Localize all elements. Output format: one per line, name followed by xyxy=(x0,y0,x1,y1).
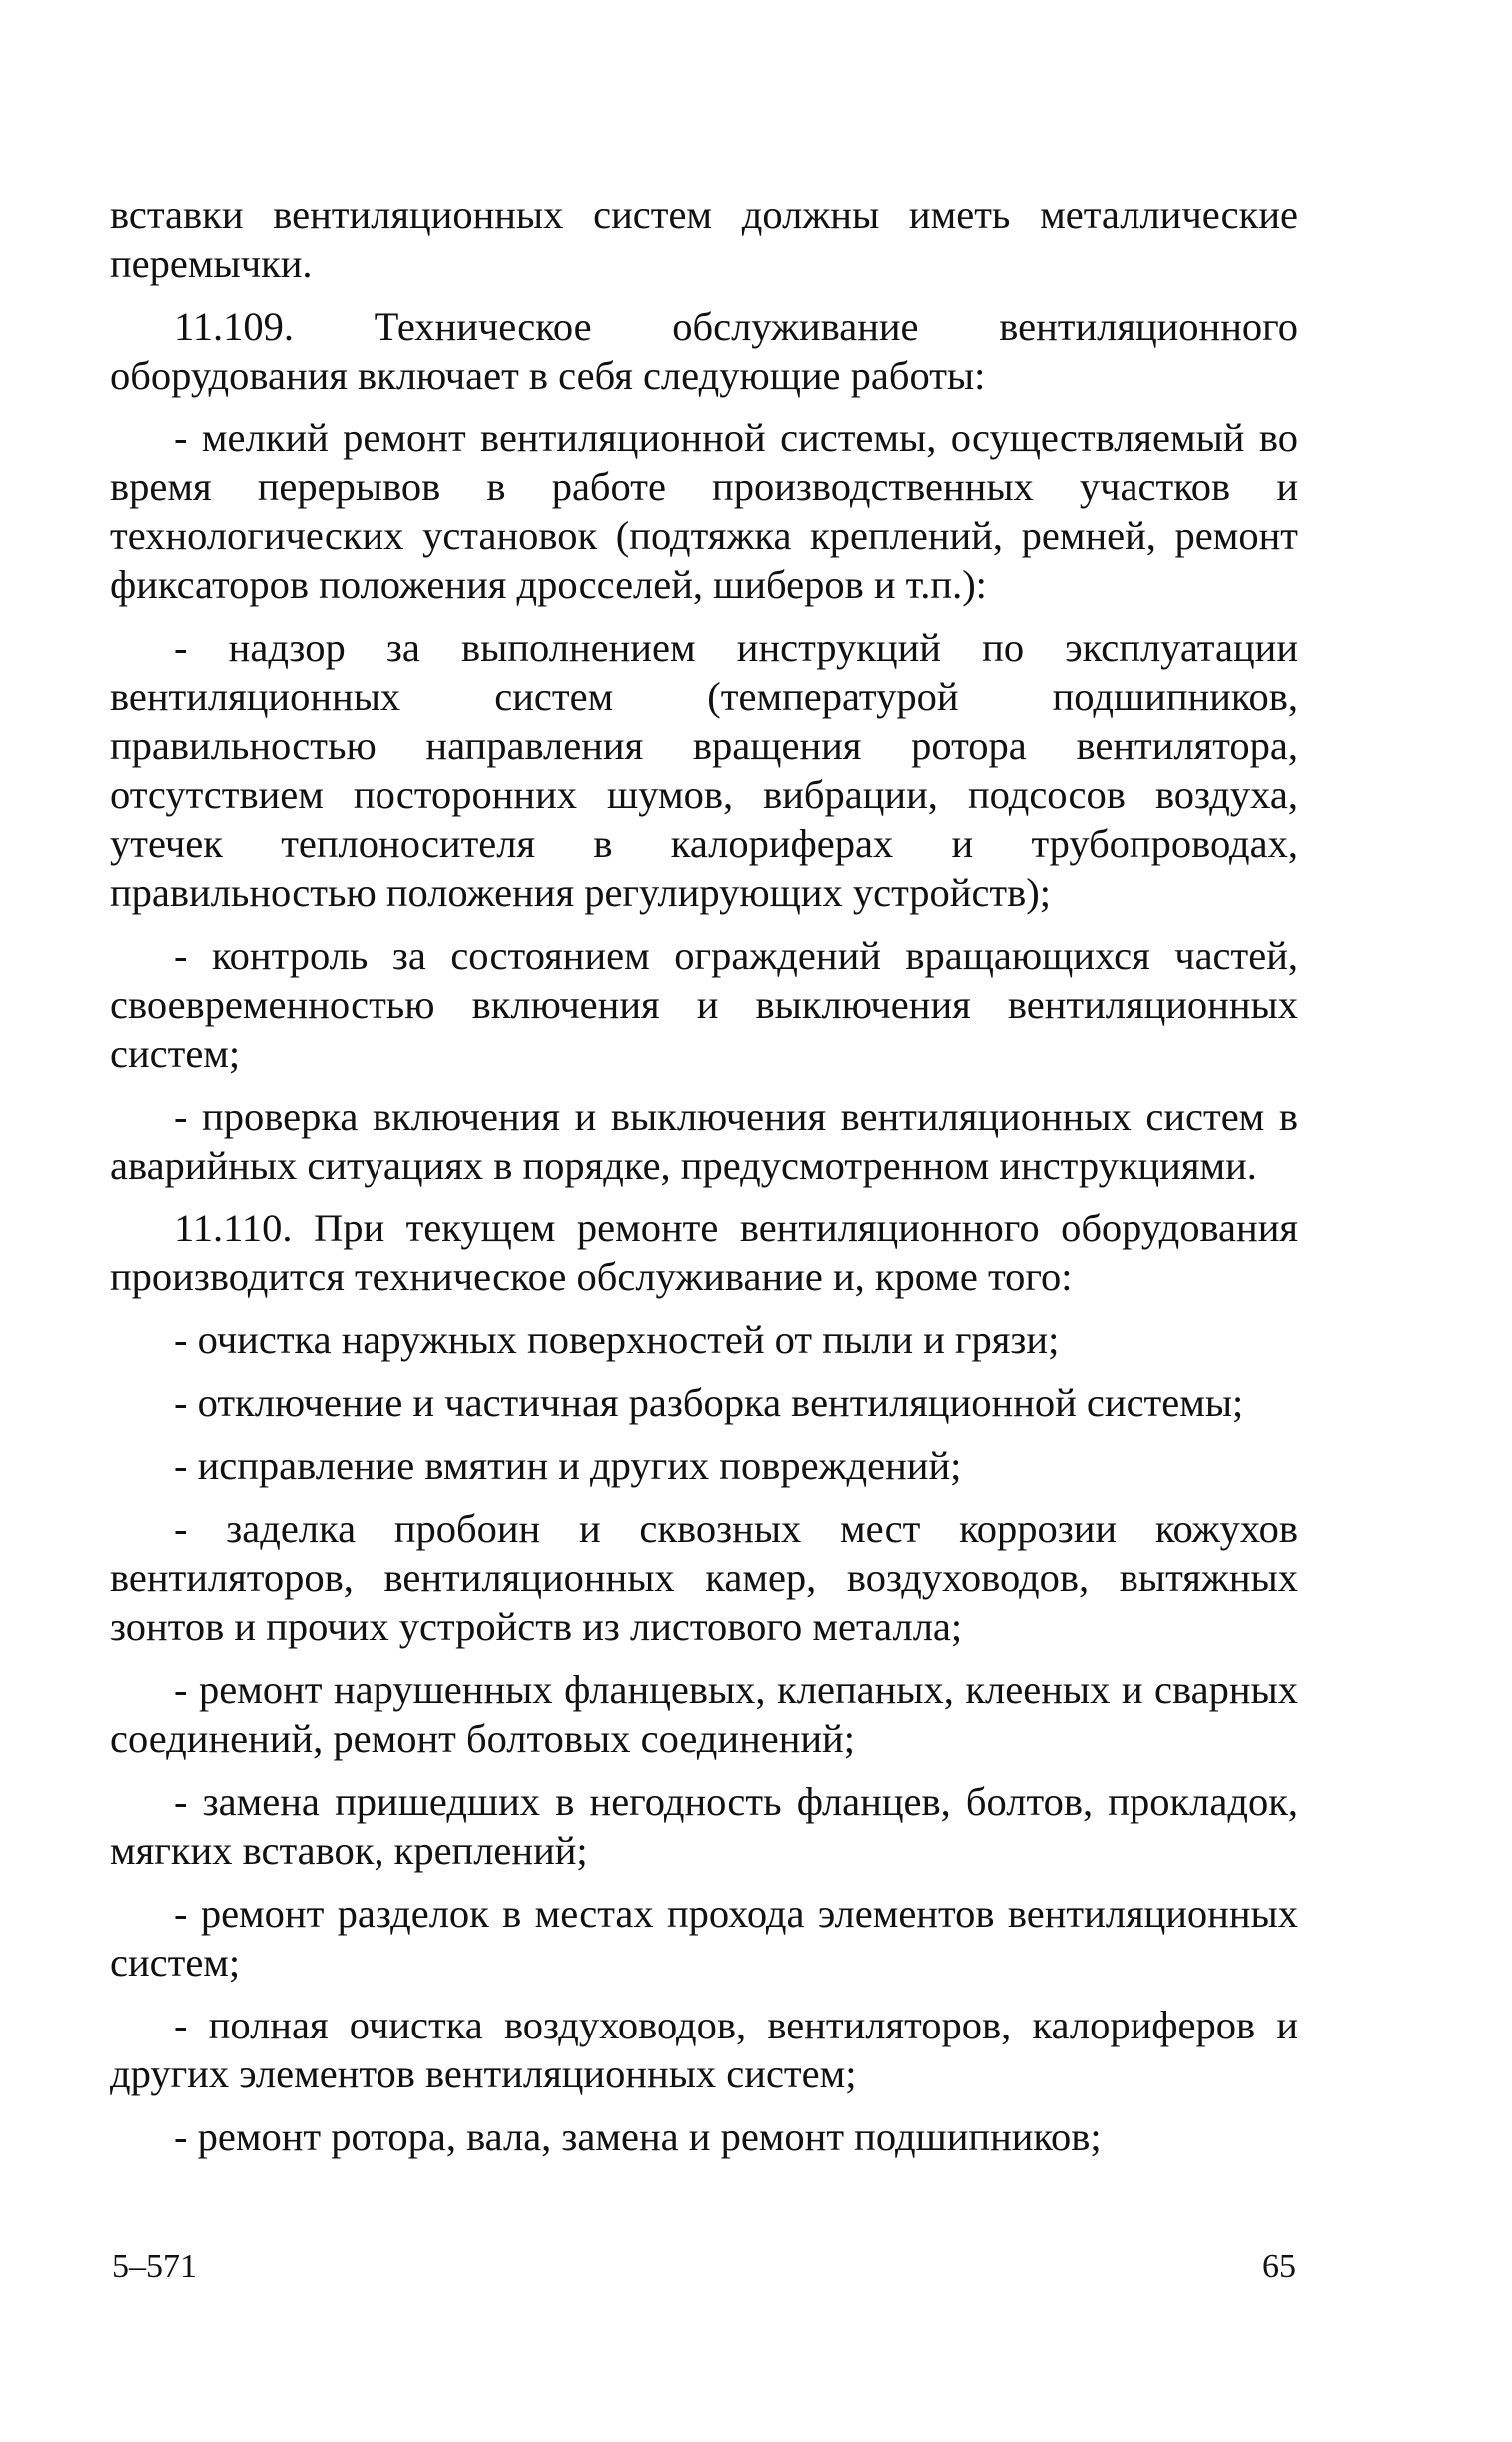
page-body xyxy=(110,190,1298,2175)
list-item: - отключение и частичная разборка вентиляционной системы; xyxy=(174,1380,1244,1425)
list-item: - исправление вмятин и других повреждений; xyxy=(174,1443,962,1488)
list-item: - заделка пробоин и сквозных мест коррозии кожухов вентиляторов, вентиляционных камер, воздуховодов, вытяжных зонтов и прочих устройств из листового металла; xyxy=(110,1506,1298,1649)
printer-signature: 5–571 xyxy=(112,2248,197,2285)
list-item: - проверка включения и выключения вентиляционных систем в аварийных ситуациях в порядке, предусмотренном инструкциями. xyxy=(110,1094,1298,1188)
list-item: - ремонт нарушенных фланцевых, клепаных, клееных и сварных соединений, ремонт болтовых соединений; xyxy=(110,1667,1298,1761)
page-number: 65 xyxy=(1262,2248,1296,2285)
list-item: - ремонт ротора, вала, замена и ремонт подшипников; xyxy=(174,2114,1102,2159)
list-item: - надзор за выполнением инструкций по эксплуатации вентиляционных систем (температурой подшипников, правильностью направления вращения ротора вентилятора, отсутствием посторонних шумов, вибрации, подсосов воздуха, утечек теплоносителя в калориферах и трубопроводах, правильностью положения регулирующих устройств); xyxy=(110,625,1298,915)
list-item: - мелкий ремонт вентиляционной системы, осуществляемый во время перерывов в работе производственных участков и технологических установок (подтяжка креплений, ремней, ремонт фиксаторов положения дросселей, шиберов и т.п.): xyxy=(110,415,1298,607)
list-item: - контроль за состоянием ограждений вращающихся частей, своевременностью включения и выключения вентиляционных систем; xyxy=(110,933,1298,1076)
list-item: - замена пришедших в негодность фланцев, болтов, прокладок, мягких вставок, креплений; xyxy=(110,1779,1298,1873)
list-item: - полная очистка воздуховодов, вентиляторов, калориферов и других элементов вентиляционных систем; xyxy=(110,2003,1298,2096)
paragraph-continuation: вставки вентиляционных систем должны иметь металлические перемычки. xyxy=(110,192,1298,286)
list-item: - очистка наружных поверхностей от пыли и грязи; xyxy=(174,1317,1060,1362)
paragraph-11-109: 11.109. Техническое обслуживание вентиляционного оборудования включает в себя следующие работы: xyxy=(110,304,1298,398)
paragraph-11-110: 11.110. При текущем ремонте вентиляционного оборудования производится техническое обслуживание и, кроме того: xyxy=(110,1206,1298,1299)
list-item: - ремонт разделок в местах прохода элементов вентиляционных систем; xyxy=(110,1891,1298,1985)
